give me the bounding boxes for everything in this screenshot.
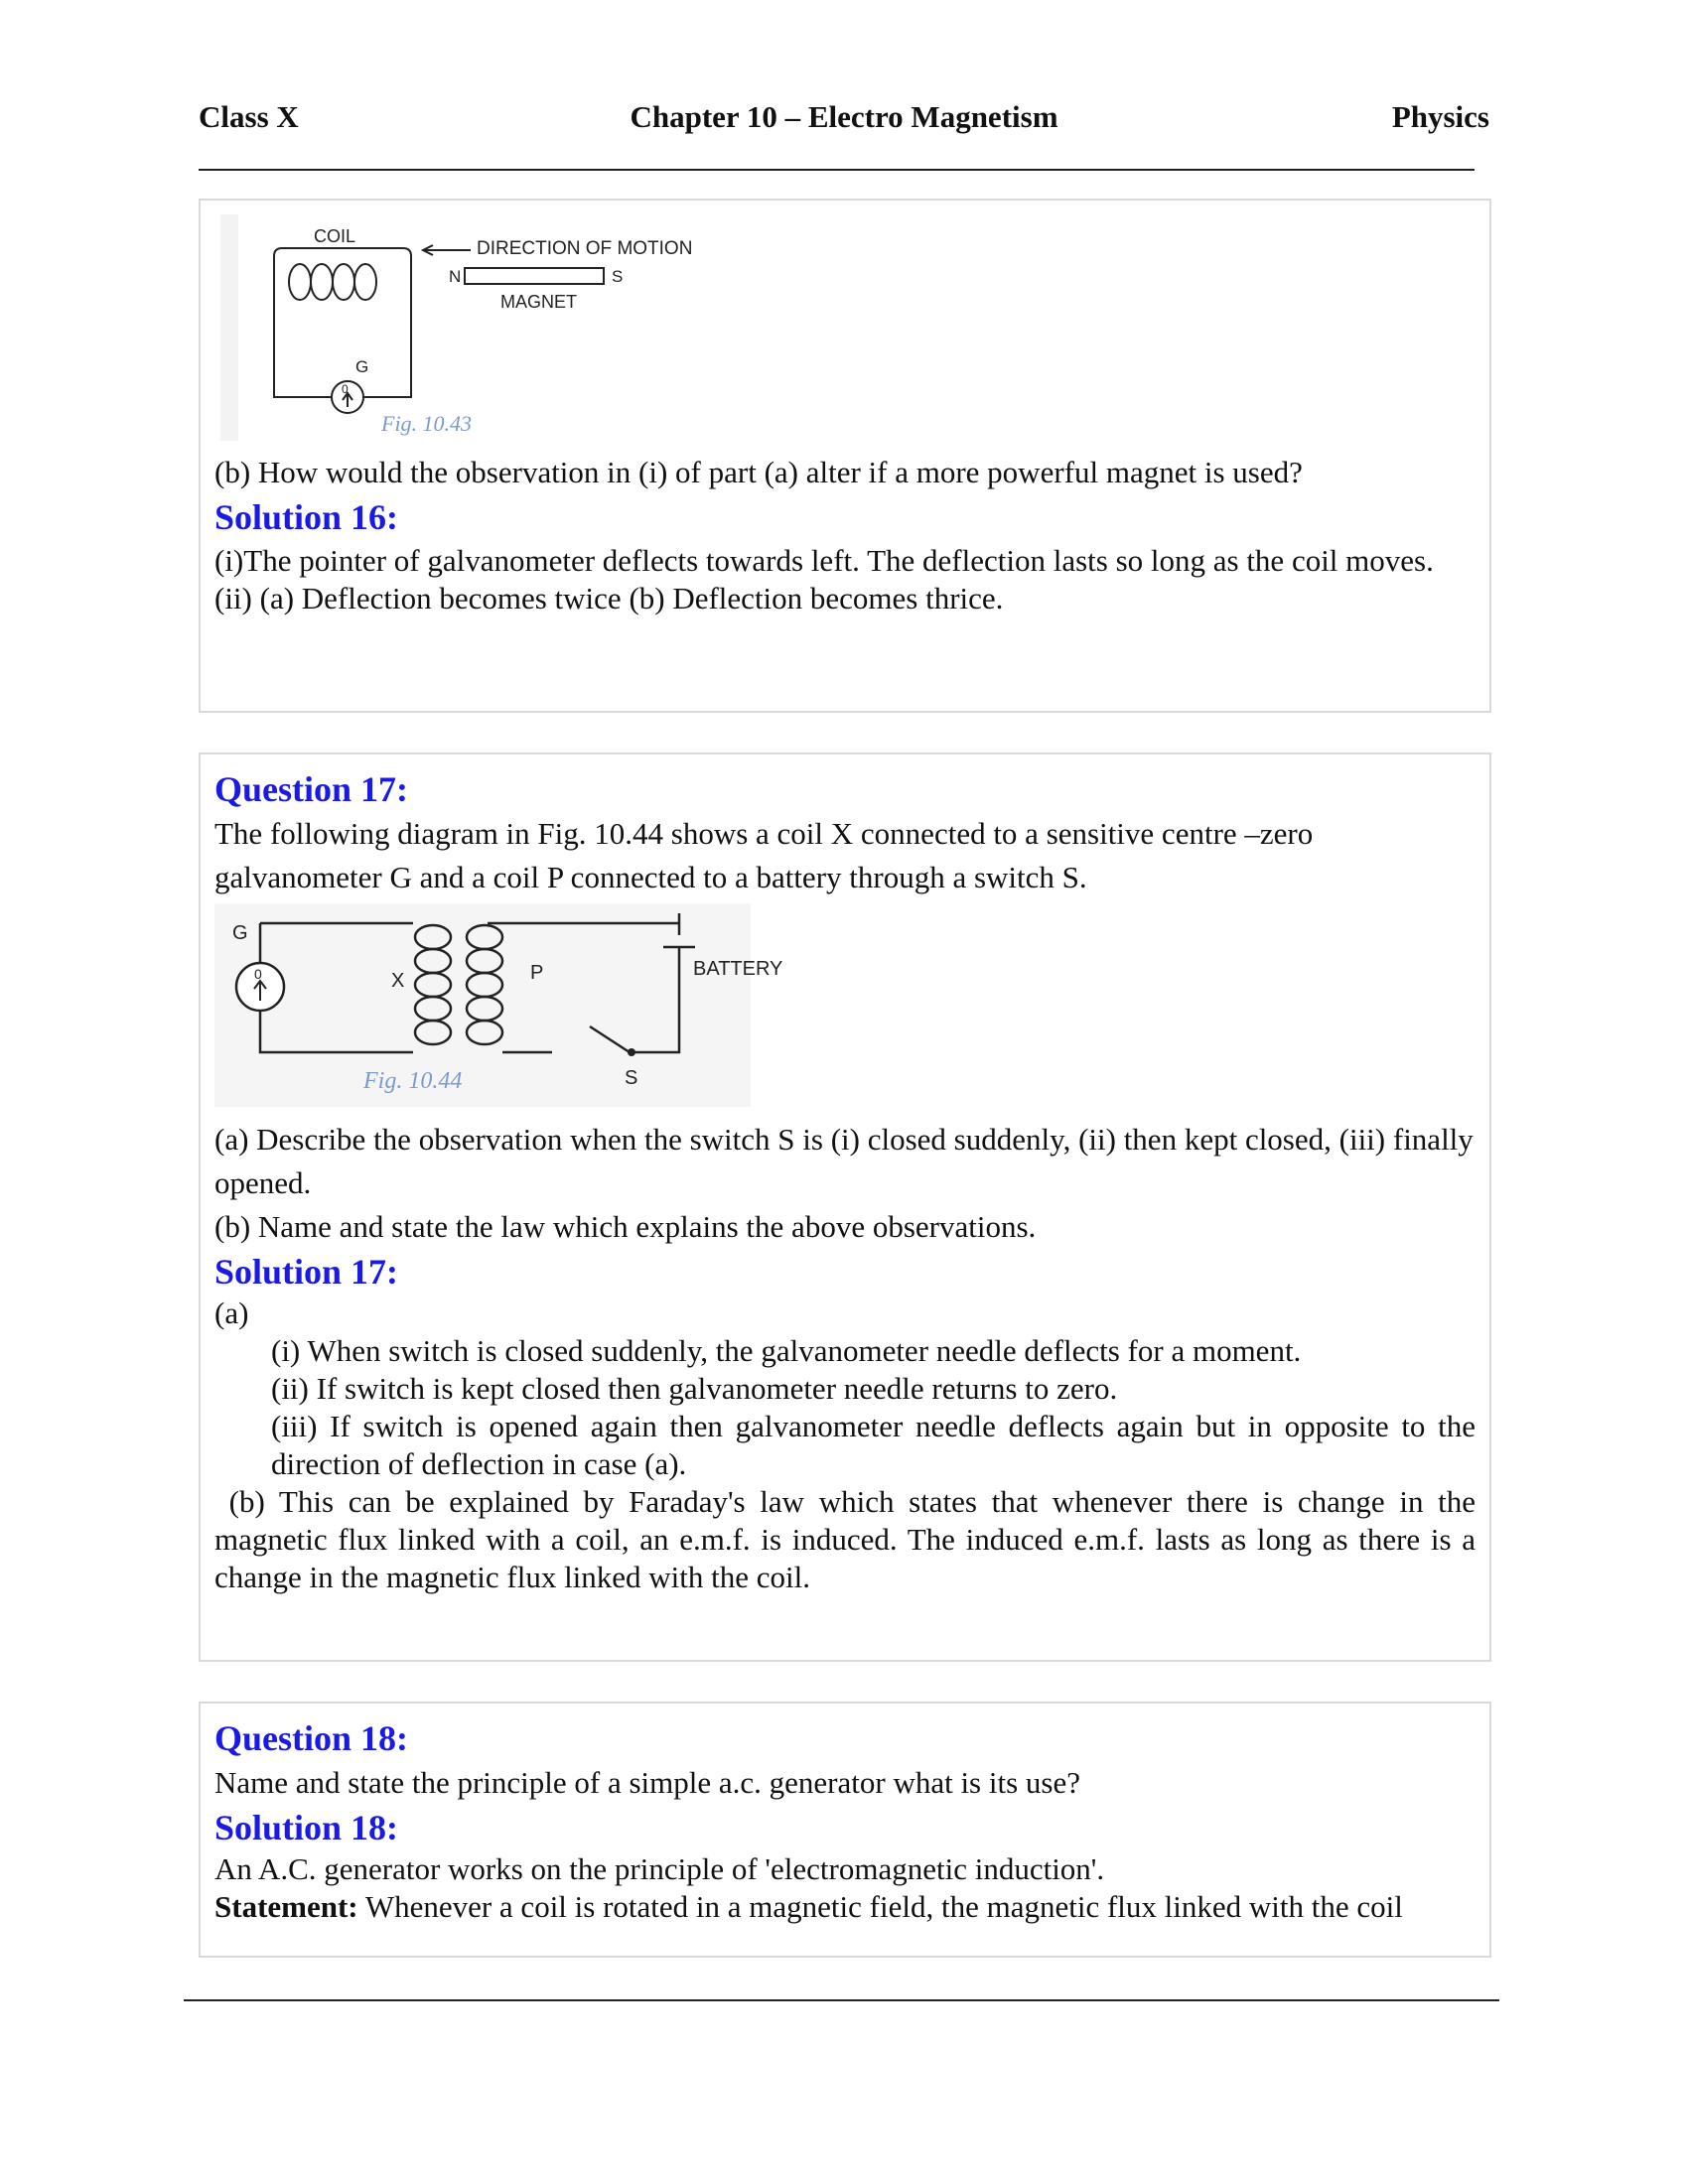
figure-caption: Fig. 10.44 — [363, 1068, 463, 1094]
magnet-south: S — [612, 267, 624, 286]
solution-16-heading: Solution 16: — [214, 497, 399, 537]
coil-p-label: P — [530, 962, 544, 984]
battery-label: BATTERY — [693, 958, 783, 980]
question-18-text: Name and state the principle of a simple a.c. generator what is its use? — [214, 1765, 1080, 1800]
header-chapter: Chapter 10 – Electro Magnetism — [630, 99, 1058, 134]
solution-17-part-a-label: (a) — [214, 1296, 249, 1330]
galvanometer-zero: 0 — [342, 382, 349, 396]
solution-18-statement — [214, 1888, 1476, 1926]
coil-label: COIL — [314, 226, 356, 246]
solution-16-part-ii: (ii) (a) Deflection becomes twice (b) Deflection becomes thrice. — [214, 581, 1004, 615]
figure-10-44 — [214, 903, 783, 1112]
direction-label: DIRECTION OF MOTION — [477, 238, 693, 259]
solution-18-heading: Solution 18: — [214, 1808, 399, 1847]
figure-caption: Fig. 10.43 — [381, 411, 473, 436]
solution-17-part-i: (i) When switch is closed suddenly, the galvanometer needle deflects for a moment. — [271, 1333, 1302, 1368]
header-divider — [199, 169, 1475, 171]
galvanometer-zero: 0 — [254, 966, 262, 982]
question-18-box — [199, 1702, 1491, 1958]
question-17-part-b: (b) Name and state the law which explains the above observations. — [214, 1209, 1037, 1244]
question-16-box — [199, 199, 1491, 713]
question-18-heading: Question 18: — [214, 1718, 409, 1758]
magnet-label: MAGNET — [500, 292, 578, 312]
magnet-icon — [465, 268, 604, 284]
left-arrow-icon — [423, 245, 471, 255]
question-17-heading: Question 17: — [214, 769, 409, 809]
solution-18-line-1: An A.C. generator works on the principle of 'electromagnetic induction'. — [214, 1851, 1105, 1886]
question-17-box — [199, 752, 1491, 1662]
solution-16-part-i: (i)The pointer of galvanometer deflects towards left. The deflection lasts so long as the coil moves. — [214, 543, 1434, 578]
switch-label: S — [625, 1067, 638, 1089]
question-17-part-a: (a) Describe the observation when the switch S is (i) closed suddenly, (ii) then kept closed, (iii) finally opened. — [214, 1122, 1474, 1200]
switch-contact — [628, 1048, 635, 1056]
coil-icon — [274, 248, 411, 397]
solution-17-part-b: (b) This can be explained by Faraday's law which states that whenever there is change in the magnetic flux linked with a coil, an e.m.f. is induced. The induced e.m.f. lasts as long as there is a change in the magnetic flux linked with the coil. — [214, 1484, 1483, 1594]
scan-background — [214, 903, 751, 1107]
solution-17-heading: Solution 17: — [214, 1252, 399, 1292]
galvanometer-label: G — [355, 357, 369, 376]
statement-label: Statement: — [214, 1889, 358, 1924]
galvanometer-label: G — [232, 922, 248, 944]
header-subject: Physics — [1391, 99, 1489, 134]
scan-edge — [220, 214, 238, 441]
solution-17-part-iii: (iii) If switch is opened again then galvanometer needle deflects again but in opposite to the direction of deflection in case (a). — [271, 1409, 1476, 1481]
question-17-text: The following diagram in Fig. 10.44 shows a coil X connected to a sensitive centre –zero galvanometer G and a coil P connected to a battery through a switch S. — [214, 816, 1314, 894]
solution-17-part-ii: (ii) If switch is kept closed then galvanometer needle returns to zero. — [271, 1371, 1118, 1406]
question-16-part-b: (b) How would the observation in (i) of part (a) alter if a more powerful magnet is used? — [214, 455, 1303, 489]
figure-10-43 — [214, 208, 731, 447]
page-header — [199, 99, 1489, 143]
magnet-north: N — [449, 267, 462, 286]
footer-divider — [184, 1999, 1499, 2001]
coil-x-label: X — [391, 970, 405, 992]
statement-text: Whenever a coil is rotated in a magnetic field, the magnetic flux linked with the coil — [357, 1889, 1403, 1924]
header-class: Class X — [199, 99, 299, 134]
